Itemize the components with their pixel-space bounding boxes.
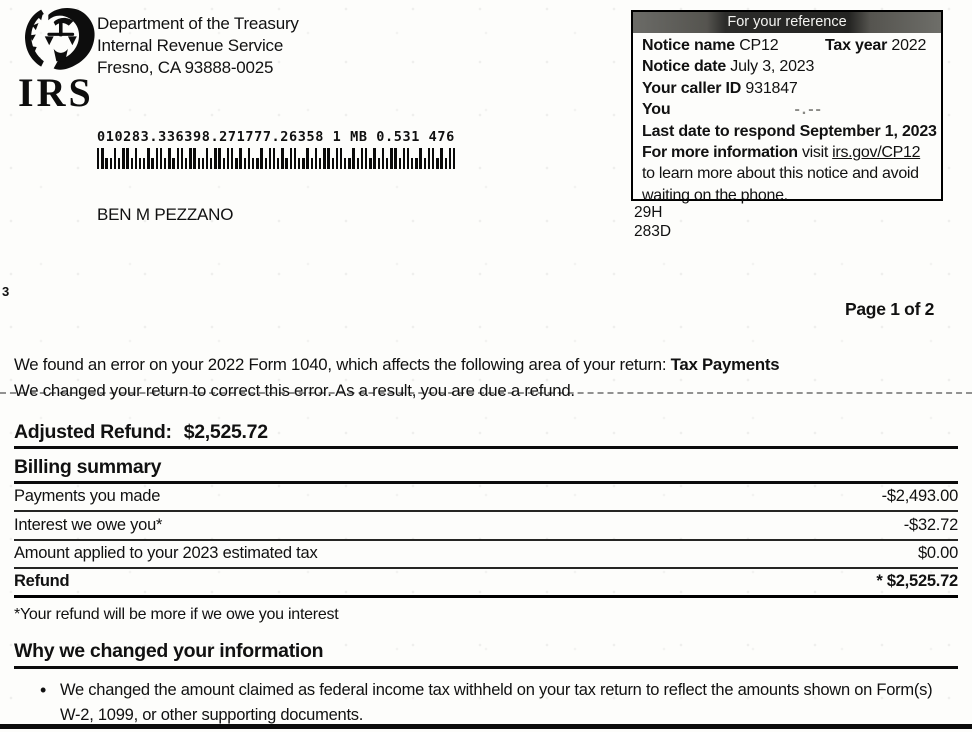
caller-id-label: Your caller ID xyxy=(642,79,742,97)
notice-date-value: July 3, 2023 xyxy=(730,58,815,76)
barcode-bar xyxy=(323,148,325,169)
barcode-bar xyxy=(311,158,313,169)
notice-name-row xyxy=(642,35,934,56)
barcode-bar xyxy=(122,148,124,169)
barcode-bar xyxy=(298,158,300,169)
barcode-bar xyxy=(231,148,233,169)
mail-routing-line: 010283.336398.271777.26358 1 MB 0.531 476 xyxy=(97,129,455,145)
barcode-bar xyxy=(206,148,208,169)
barcode-bar xyxy=(352,148,354,169)
barcode-bar xyxy=(131,158,133,169)
adjusted-refund-label: Adjusted Refund: xyxy=(14,421,172,443)
row-amount: $0.00 xyxy=(917,544,958,563)
tax-year-label: Tax year xyxy=(825,37,888,54)
barcode-bar xyxy=(332,158,334,169)
redacted-value: -.-- xyxy=(794,101,823,119)
barcode-bar xyxy=(114,148,116,169)
barcode-bar xyxy=(143,158,145,169)
barcode-bar xyxy=(378,158,380,169)
agency-line-2: Internal Revenue Service xyxy=(97,36,284,55)
more-info-paragraph xyxy=(642,142,934,206)
adjusted-refund-rule xyxy=(14,446,958,449)
barcode-bar xyxy=(432,148,434,169)
row-amount: -$32.72 xyxy=(903,515,958,534)
tax-year-field xyxy=(825,35,926,56)
barcode-bar xyxy=(227,148,229,169)
adjusted-refund-amount: $2,525.72 xyxy=(183,421,268,443)
redacted-row xyxy=(642,99,934,120)
barcode-bar xyxy=(386,158,388,169)
table-row-refund xyxy=(14,569,958,598)
barcode-bar xyxy=(185,158,187,169)
barcode-bar xyxy=(139,158,141,169)
barcode-bar xyxy=(235,158,237,169)
barcode-bar xyxy=(126,148,128,169)
last-date-label: Last date to respond xyxy=(642,122,796,140)
barcode-bar xyxy=(273,148,275,169)
barcode-bar xyxy=(373,148,375,169)
barcode-bar xyxy=(265,158,267,169)
barcode-bar xyxy=(407,148,409,169)
last-date-value: September 1, 2023 xyxy=(799,122,937,140)
redacted-label: You xyxy=(642,101,671,119)
barcode-bar xyxy=(193,148,195,169)
barcode-bar xyxy=(277,158,279,169)
recipient-name: BEN M PEZZANO xyxy=(97,205,234,224)
barcode-bar xyxy=(340,148,342,169)
last-date-row xyxy=(642,121,937,142)
barcode-bar xyxy=(357,158,359,169)
barcode-bar xyxy=(348,158,350,169)
intro-line-1-text: We found an error on your 2022 Form 1040, which affects the following area of your return: xyxy=(14,355,667,374)
barcode-bar xyxy=(156,148,158,169)
intro-line-1 xyxy=(14,355,960,375)
barcode-bar xyxy=(97,148,99,169)
barcode-bar xyxy=(160,148,162,169)
caller-id-value: 931847 xyxy=(745,79,798,97)
barcode-bar xyxy=(285,158,287,169)
barcode-bar xyxy=(214,148,216,169)
postal-barcode xyxy=(97,147,457,169)
barcode-bar xyxy=(449,148,451,169)
barcode-bar xyxy=(223,158,225,169)
barcode-bar xyxy=(172,158,174,169)
caller-id-row xyxy=(642,78,934,99)
barcode-bar xyxy=(181,148,183,169)
more-info-pre: visit xyxy=(801,144,829,162)
barcode-bar xyxy=(319,158,321,169)
barcode-bar xyxy=(135,148,137,169)
billing-summary-heading: Billing summary xyxy=(14,456,162,478)
reference-box-body xyxy=(633,33,941,206)
barcode-bar xyxy=(428,148,430,169)
barcode-bar xyxy=(118,158,120,169)
intro-line-2: We changed your return to correct this error. As a result, you are due a refund. xyxy=(14,381,575,400)
barcode-bar xyxy=(252,158,254,169)
notice-date-row xyxy=(642,56,934,77)
barcode-bar xyxy=(239,148,241,169)
irs-gov-cp12-link: irs.gov/CP12 xyxy=(832,144,921,162)
barcode-bar xyxy=(198,158,200,169)
barcode-bar xyxy=(394,148,396,169)
billing-summary-table xyxy=(14,484,958,598)
barcode-bar xyxy=(168,148,170,169)
barcode-bar xyxy=(436,158,438,169)
barcode-bar xyxy=(411,158,413,169)
barcode-bar xyxy=(260,148,262,169)
notice-name-value: CP12 xyxy=(739,37,779,54)
notice-date-label: Notice date xyxy=(642,58,727,76)
agency-line-3: Fresno, CA 93888-0025 xyxy=(97,58,274,77)
barcode-bar xyxy=(365,148,367,169)
row-amount: -$2,493.00 xyxy=(881,487,958,506)
barcode-bar xyxy=(315,148,317,169)
reference-box-title: For your reference xyxy=(633,12,941,33)
barcode-bar xyxy=(327,148,329,169)
why-changed-rule xyxy=(14,666,958,669)
barcode-bar xyxy=(453,148,455,169)
row-label: Refund xyxy=(14,572,70,591)
barcode-bar xyxy=(344,158,346,169)
barcode-bar xyxy=(202,158,204,169)
barcode-bar xyxy=(294,148,296,169)
barcode-bar xyxy=(256,158,258,169)
barcode-bar xyxy=(382,148,384,169)
barcode-bar xyxy=(151,158,153,169)
barcode-bar xyxy=(177,148,179,169)
form-code-2: 283D xyxy=(634,223,672,240)
table-row xyxy=(14,484,958,513)
margin-mark: 3 xyxy=(2,284,10,299)
tax-year-value: 2022 xyxy=(891,37,927,54)
row-amount: * $2,525.72 xyxy=(876,572,958,591)
barcode-bar xyxy=(369,158,371,169)
barcode-bar xyxy=(244,158,246,169)
barcode-bar xyxy=(290,148,292,169)
bottom-rule xyxy=(0,724,972,729)
row-label: Amount applied to your 2023 estimated tax xyxy=(14,544,318,563)
form-codes xyxy=(634,203,671,241)
barcode-bar xyxy=(189,148,191,169)
refund-footnote: *Your refund will be more if we owe you interest xyxy=(14,606,339,623)
notice-name-field xyxy=(642,35,825,56)
barcode-bar xyxy=(440,148,442,169)
why-changed-heading: Why we changed your information xyxy=(14,640,324,662)
barcode-bar xyxy=(306,148,308,169)
barcode-bar xyxy=(419,148,421,169)
more-info-post: to learn more about this notice and avoid waiting on the phone. xyxy=(642,165,919,204)
intro-line-1-highlight: Tax Payments xyxy=(670,355,780,374)
barcode-bar xyxy=(218,148,220,169)
barcode-bar xyxy=(105,158,107,169)
table-row xyxy=(14,541,958,570)
barcode-bar xyxy=(445,158,447,169)
reference-box xyxy=(631,10,943,204)
irs-logo-text: IRS xyxy=(18,70,94,115)
why-changed-bullet-list xyxy=(38,678,944,727)
barcode-bar xyxy=(281,148,283,169)
form-code-1: 29H xyxy=(634,204,663,221)
barcode-bar xyxy=(415,158,417,169)
barcode-bar xyxy=(164,158,166,169)
barcode-bar xyxy=(399,158,401,169)
row-label: Payments you made xyxy=(14,487,161,506)
page-indicator: Page 1 of 2 xyxy=(845,299,935,319)
row-label: Interest we owe you* xyxy=(14,515,163,534)
barcode-bar xyxy=(210,158,212,169)
barcode-bar xyxy=(390,148,392,169)
barcode-bar xyxy=(336,148,338,169)
barcode-bar xyxy=(110,158,112,169)
barcode-bar xyxy=(269,148,271,169)
adjusted-refund-heading xyxy=(14,421,268,444)
barcode-bar xyxy=(248,148,250,169)
barcode-bar xyxy=(147,148,149,169)
barcode-bar xyxy=(403,148,405,169)
why-changed-bullet: • We changed the amount claimed as federal income tax withheld on your tax return to reflect the amounts shown on Form(s) W-2, 1099, or other supporting documents. xyxy=(38,678,944,727)
barcode-bar xyxy=(361,148,363,169)
barcode-bar xyxy=(101,148,103,169)
barcode-bar xyxy=(424,158,426,169)
agency-line-1: Department of the Treasury xyxy=(97,14,299,33)
notice-name-label: Notice name xyxy=(642,37,735,54)
barcode-bar xyxy=(302,158,304,169)
table-row xyxy=(14,512,958,541)
more-info-label: For more information xyxy=(642,144,798,162)
agency-address-block xyxy=(97,13,299,79)
